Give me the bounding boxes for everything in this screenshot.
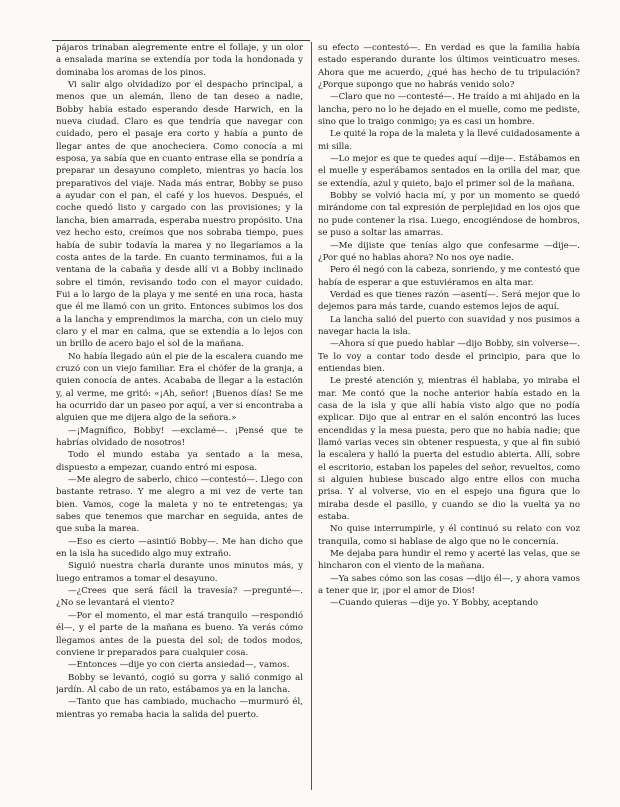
paragraph: —Me dijiste que tenías algo que confesarme —dije—. ¿Por qué no hablas ahora? No nos oye nadie. [318,240,580,263]
paragraph: —Ahora sí que puedo hablar —dijo Bobby, sin volverse—. Te lo voy a contar todo desde el principio, para que lo entiendas bien. [318,339,580,374]
top-rule [52,40,310,41]
paragraph: —Tanto que has cambiado, muchacho —murmuró él, mientras yo remaba hacia la salida del puerto. [56,697,303,720]
paragraph: —Por el momento, el mar está tranquilo —respondió él—, y el parte de la mañana es bueno. Ya verás cómo llegamos antes de la puesta del sol; de todos modos, conviene ir preparados para cualquier cosa. [56,610,303,658]
paragraph: Le quité la ropa de la maleta y la llevé cuidadosamente a mi silla. [318,129,580,152]
paragraph: —Claro que no —contesté—. He traído a mi ahijado en la lancha, pero no lo he dejado en el muelle, como me pediste, sino que lo traigo conmigo; ya es casi un hombre. [318,92,580,128]
paragraph: Siguió nuestra charla durante unos minutos más, y luego entramos a tomar el desayuno. [56,561,303,584]
paragraph: —Cuando quieras —dije yo. Y Bobby, aceptando [330,598,539,609]
paragraph: —Me alegro de saberlo, chico —contestó—. Llego con bastante retraso. Y me alegro a mi vez de verte tan bien. Vamos, coge la maleta y no te entretengas; ya sabes que tenemos que marchar en seguida, antes de que suba la marea. [56,475,303,535]
paragraph: Pero él negó con la cabeza, sonriendo, y me contestó que había de esperar a que estuviéramos en alta mar. [318,265,580,288]
left-column [56,42,303,794]
paragraph: pájaros trinaban alegremente entre el follaje, y un olor a ensalada marina se extendía por toda la hondonada y dominaba los aromas de los pinos. [56,43,303,78]
paragraph: Bobby se volvió hacia mí, y por un momento se quedó mirándome con tal expresión de perplejidad en los ojos que no pude contener la risa. Luego, encogiéndose de hombros, se puso a soltar las amarras. [318,191,580,239]
paragraph: Le presté atención y, mientras él hablaba, yo miraba el mar. Me contó que la noche anterior había estado en la casa de la isla y que allí había visto algo que no podía explicar. Dijo que al entrar en el salón encontró las luces encendidas y la mesa puesta, pero que no había nadie; que llamó varias veces sin obtener respuesta, y que al fin subió la escalera y halló la puerta del estudio abierta. Allí, sobre el escritorio, estaban los papeles del señor, revueltos, como si alguien hubiese buscado algo entre ellos con mucha prisa. Y al volverse, vio en el espejo una figura que lo miraba desde el pasillo, y cuando se dio la vuelta ya no estaba. [318,376,580,523]
paragraph: Vi salir algo olvidadizo por el despacho principal, a menos que un alemán, lleno de tan deseo a nadie, Bobby había estado esperando desde Harwich, en la nueva ciudad. Claro es que tendría que navegar con cuidado, pero el pasaje era corto y había a punto de llegar antes de que anocheciera. Como conocía a mi esposa, ya sabía que en cuanto entrase ella se pondría a preparar un desayuno completo, mientras yo hacía los preparativos del viaje. Nada más entrar, Bobby se puso a ayudar con el pan, el café y los huevos. Después, el coche quedó listo y cargado con las provisiones; y la lancha, bien amarrada, esperaba nuestro propósito. Una vez hecho esto, creímos que nos sobraba tiempo, pues había de subir todavía la marea y no llegaríamos a la costa antes de la tarde. En cuanto terminamos, fui a la ventana de la cabaña y desde allí vi a Bobby inclinado sobre el timón, revisando todo con el mayor cuidado. Fui a lo largo de la playa y me senté en una roca, hasta que él me llamó con un grito. Entonces subimos los dos a la lancha y emprendimos la marcha, con un cielo muy claro y el mar en calma, que se extendía a lo lejos con un brillo de acero bajo el sol de la mañana. [56,80,303,350]
column-divider [311,42,312,790]
paragraph: No había llegado aún el pie de la escalera cuando me cruzó con un viejo familiar. Era el chófer de la granja, a quien conocía de antes. Acababa de llegar a la estación y, al verme, me gritó: «¡Ah, señor! ¡Buenos días! Se me ha ocurrido dar un paseo por aquí, a ver si encontraba a alguien que me dijera algo de la señora.» [56,351,303,424]
paragraph: —¡Magnífico, Bobby! —exclamé—. ¡Pensé que te habrías olvidado de nosotros! [56,425,303,448]
paragraph: —Ya sabes cómo son las cosas —dijo él—, y ahora vamos a tener que ir, ¡por el amor de Dios! [318,573,580,597]
paragraph: No quise interrumpirle, y él continuó su relato con voz tranquila, como si hablase de algo que no le concernía. [318,524,580,547]
paragraph: —¿Crees que será fácil la travesía? —pregunté—. ¿No se levantará el viento? [56,586,303,609]
paragraph: su efecto —contestó—. En verdad es que la familia había estado esperando durante los últimos veinticuatro meses. Ahora que me acuerdo, ¿qué has hecho de tu tripulación? ¿Porque supongo que no habrás venido solo? [318,43,580,91]
paragraph: —Entonces —dije yo con cierta ansiedad—, vamos. [68,660,290,671]
paragraph: Bobby se levantó, cogió su gorra y salió conmigo al jardín. Al cabo de un rato, estábamos ya en la lancha. [56,672,303,695]
right-column [318,42,580,794]
paragraph: La lancha salió del puerto con suavidad y nos pusimos a navegar hacia la isla. [318,314,580,337]
paragraph: —Eso es cierto —asintió Bobby—. Me han dicho que en la isla ha sucedido algo muy extraño. [56,536,303,560]
paragraph: Me dejaba para hundir el remo y acerté las velas, que se hincharon con el viento de la mañana. [318,549,580,572]
paragraph: Todo el mundo estaba ya sentado a la mesa, dispuesto a empezar, cuando entró mi esposa. [56,450,303,473]
paragraph: Verdad es que tienes razón —asentí—. Será mejor que lo dejemos para más tarde, cuando estemos lejos de aquí. [318,289,580,313]
paragraph: —Lo mejor es que te quedes aquí —dije—. Estábamos en el muelle y esperábamos sentados en la orilla del mar, que se extendía, azul y quieto, bajo el primer sol de la mañana. [318,154,580,189]
